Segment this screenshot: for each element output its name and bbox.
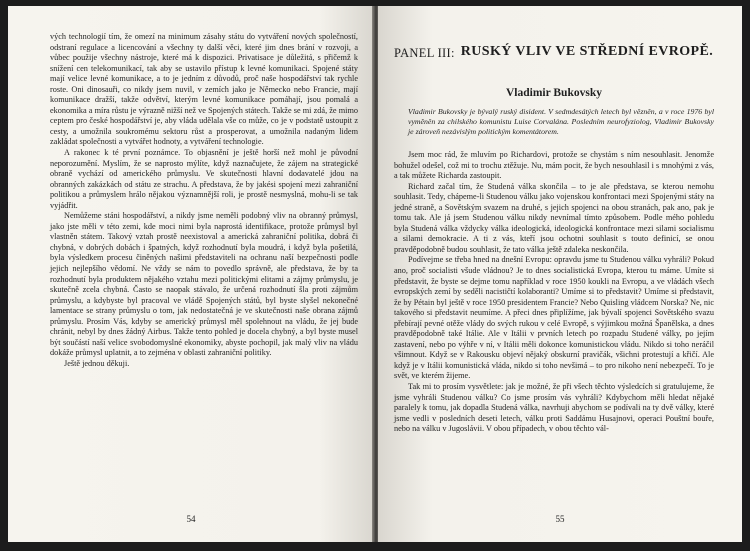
right-paragraph-2: Richard začal tím, že Studená válka skončila – to je ale představa, se kterou nemohu souhlasit. Tedy, chápeme-li Studenou válku jako vojenskou konfrontaci mezi Spojenými státy na jedné straně, a Sovětským svazem na druhé, s jejich spojenci na obou stranách, pak ano, pak je tomu tak. Ale já jsem Studenou válku nikdy nevnímal tímto způsobem. Podle mého pohledu byla Studená válka vždycky válka ideologická, ideologická konfrontace mezi silami socialismu a silami demokracie. A ti z vás, kteří jsou ochotni souhlasit s touto definicí, se onou pravděpodobně budou souhlasit, že tato válka ještě zdaleka neskončila. [394, 181, 714, 254]
left-page-text [50, 32, 358, 370]
left-paragraph-1: vých technologií tím, že omezí na minimum zásahy státu do vytváření nových společností, odstraní regulace a licencování a všechny ty další věci, které jim dnes brání v rozvoji, a vůbec použije všechny nástroje, které má k dispozici. Privatisace je důležitá, s přičemž k snížení cen telekomunikací, tak aby se ustavilo přístup k levné komunikaci. Spojené státy mají velice levné komunikace, a to je jedním z důvodů, proč naše hospodářství tak rychle roste. Oni dinosauři, co nikdy jsem nuvil, v zemích jako je Německo nebo Francie, mají komunikace dražší, takže odvětví, kterým levné komunikace pomáhají, jsou pomalá a ekonomika a míra růstu je výrazně nižší než ve Spojených státech. Takže se mi zdá, že mimo ceptem pro české hospodářství je, aby vláda udělala vše co může, co je v podstatě ustoupit z cesty, a umožnila soukromému sektoru růst a prosperovat, a umožnila nadaným lidem zakládat společnosti a vytvářet hodnoty, a vytváření technologie. [50, 32, 358, 147]
left-page-number: 54 [186, 514, 196, 524]
panel-title: RUSKÝ VLIV VE STŘEDNÍ EVROPĚ. [460, 44, 714, 59]
left-paragraph-3: Nemůžeme stáni hospodářství, a nikdy jsme neměli podobný vliv na obranný průmysl, jako jste měli v této zemi, kde moci nimi byla naprostá identifikace, protože průmysl byl vlastněn státem. Takový vztah prostě neexistoval a americká zahraniční politika, dobrá či chybná, v dobrých dobách i špatných, když rozhodnutí byla moudrá, i když byla pošetilá, byla výsledkem procesu činěných našimi představiteli na ochranu naší bezpečnosti podle jejich nejlepšího vědomí. Ne vždy se nám to povedlo správně, ale představa, že by ta rozhodnutí byla produktem nějakého vztahu mezi politickými elitami a zájmy průmyslu, je skutečně zcela chybná. Často se naopak stávalo, že určená rozhodnutí šla proti zájmům průmyslu, a kdybyste byl pracoval ve vládě Spojených států, byl byste slyšel nekonečné lamentace se strany průmyslu o tom, jak nedostatečná je ve skutečnosti naše obrana zájmů průmyslu. Prosím Vás, kdyby se americký průmysl měl spolehnout na vládu, že jej bude chránit, nebyl by dnes žádný Airbus. Takže tento pohled je docela chybný, a byl byste musel být součástí naší velice svobodomyslné ekonomiky, abyste pochopil, jak malý vliv na vládu dokáže průmysl uplatnit, a to zejména v oblasti zahraniční politiky. [50, 211, 358, 358]
left-paragraph-2: A rakonec k té první poznámce. To objasnění je ještě horší než mohl je původní neporozumění. Myslím, že se naprosto mýlíte, když naznačujete, že zájem na strategické obraně vychází od amerického průmyslu. Ve skutečnosti hlavní dodavatelé jdou na obranných zakázkách od státu ze strachu. A představa, že by jakési spojení mezi zahraniční politikou a průmyslem hrálo nějakou významnější roli, je prostě nesmyslná, mohu-li se tak vyjádřit. [50, 148, 358, 210]
right-page [378, 6, 742, 542]
right-paragraph-4: Tak mi to prosím vysvětlete: jak je možné, že při všech těchto výsledcích si gratulujeme, že jsme vyhráli Studenou válku? Co jsme prosím vás vyhráli? Kdybychom měli hledat nějaké paralely k tomu, jak dopadla Studená válka, navrhuji abychom se podívali na ty dvě války, které jsme vedli v posledních deseti letech, válku proti Saddámu Husajnovi, operaci Pouštní bouře, nebo na válku v Jugoslávii. V obou případech, v obou těchto vál- [394, 382, 714, 434]
speaker-intro: Vladimir Bukovsky je bývalý ruský disident. V sedmdesátých letech byl vězněn, a v roce 1976 byl vyměněn za chilského komunistu Luise Corvalána. Posledním neurofyziolog, Vladimir Bukovsky je zároveň nezávislým politickým komentátorem. [408, 107, 714, 136]
right-paragraph-1: Jsem moc rád, že mluvím po Richardovi, protože se chystám s ním nesouhlasit. Jenomže bohužel odešel, což mi to trochu ztěžuje. Nu, mám pocit, že bych nesouhlasil i s mnohými z vás, a tak můžete Richarda zastoupit. [394, 150, 714, 181]
panel-header [394, 44, 714, 61]
right-page-number: 55 [555, 514, 565, 524]
left-page [8, 6, 374, 542]
panel-label: PANEL III: [394, 46, 455, 60]
left-paragraph-4: Ještě jednou děkuji. [64, 358, 130, 368]
right-paragraph-3: Podívejme se třeba hned na dnešní Evropu: opravdu jsme tu Studenou válku vyhráli? Pokud ano, proč socialisti všude vládnou? Je to dnes socialistická Evropa, kterou tu máme. Umíte si představit, že byste se dejme tomu například v roce 1950 koukli na Evropu, a ve vládách všech evropských zemí by seděli nacističtí kolaboranti? Umíme si to představit? Umíme si představit, že by Pétain byl ještě v roce 1950 presidentem Francie? Nebo Quisling vládcem Norska? Ne, nic takového si představit neumíme. A přeci dnes připlížíme, jak bývalí spojenci Sovětského svazu přebírají pevné otěže vlády do svých rukou v celé Evropě, s výjimkou možná Španělska, a dnes pravděpodobně také Itálie. Ale v Itálii v prvních letech po rozpadu Studené války, po jejím zastavení, nebo po výhře v ní, v Itálii měli dokonce komunistickou vládu. Nikdo si toho neráčil všimnout. Když se v Rakousku objeví nějaký obskurní pravičák, všichni protestují a křičí. Ale když je v Itálii komunistická vláda, nikdo si toho nevšimá – to pro nikoho není nebezpečí. To je svět, ve kterém žijeme. [394, 255, 714, 381]
right-page-text [394, 150, 714, 435]
speaker-name: Vladimir Bukovsky [506, 87, 602, 99]
